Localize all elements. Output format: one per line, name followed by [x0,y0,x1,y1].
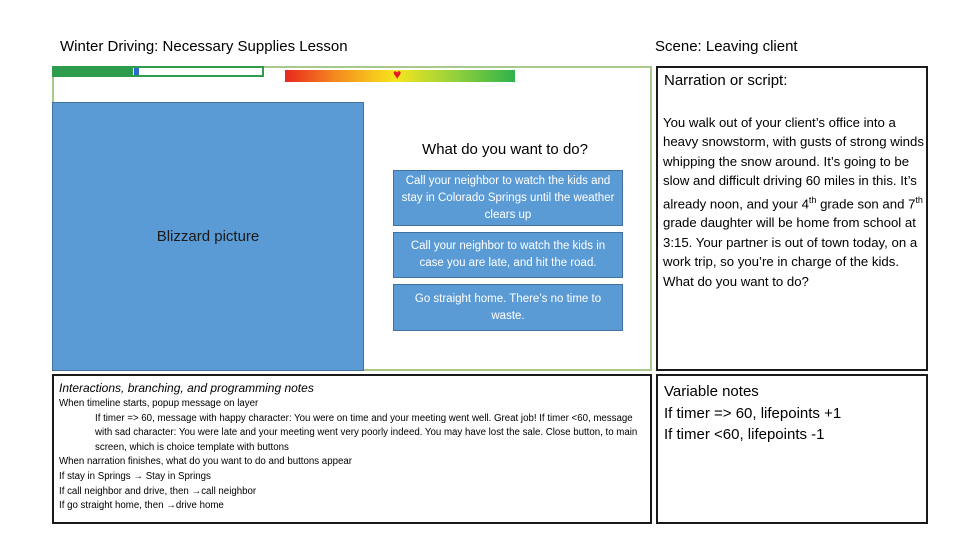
variable-note-line: If timer => 60, lifepoints +1 [664,404,842,422]
blizzard-picture [52,102,364,371]
choice-label: Go straight home. There’s no time to waste. [414,292,602,322]
timer-bar [52,66,264,77]
ordinal-suffix: th [808,194,817,205]
choice-label: Call your neighbor to watch the kids in case you are late, and hit the road. [410,240,606,269]
notes-text: call neighbor [201,485,257,497]
notes-text: If go straight home, then [59,500,164,512]
choice-button-neighbor-drive[interactable] [393,232,623,278]
timer-bar-fill [54,68,133,75]
lesson-title: Winter Driving: Necessary Supplies Lesson [60,38,348,55]
choice-button-stay[interactable] [393,170,623,226]
variable-note-line: If timer <60, lifepoints -1 [664,426,825,443]
notes-text: drive home [175,500,224,512]
narration-text-part: You walk out of your client’s office into a heavy snowstorm, with gusts of strong winds whipping the snow around. It’s going to be slow and difficult driving 60 miles in this. It’s already noon, and your 4 [663,115,924,212]
arrow-right-icon: → [191,485,202,497]
ordinal-suffix: th [915,194,923,205]
variable-notes [664,381,841,446]
variable-notes-label: Variable notes [664,383,759,400]
notes-line [59,485,644,500]
narration-text-part: grade daughter will be home from school at 3:15. Your partner is out of town today, on a work trip, so you’re in charge of the kids. What do you want to do? [663,215,918,289]
blizzard-picture-label: Blizzard picture [156,228,260,245]
narration-text-part: grade son and 7 [816,196,916,212]
notes-text: Stay in Springs [145,470,211,482]
programming-notes-title: Interactions, branching, and programming notes [59,381,314,395]
notes-text: If call neighbor and drive, then [59,485,189,497]
question-text: What do you want to do? [422,141,588,158]
notes-line: If timer => 60, message with happy character: You were on time and your meeting went well. Great job! If timer <60, message with sad character: You were late and your meeting went very poorly indeed. You may have lost the sale. Close button, to main screen, which is choice template with buttons [95,412,638,453]
arrow-right-icon: → [133,470,144,482]
notes-line: When timeline starts, popup message on layer [59,398,259,409]
narration-label: Narration or script: [664,72,788,89]
scene-title: Scene: Leaving client [655,38,798,55]
choice-label: Call your neighbor to watch the kids and stay in Colorado Springs until the weather clears up [401,174,615,221]
heart-icon: ♥ [393,66,402,82]
timer-bar-marker [133,68,139,75]
arrow-right-icon: → [166,500,176,512]
narration-text [663,113,925,291]
notes-text: If stay in Springs [59,470,131,482]
programming-notes-body [59,397,644,514]
notes-line [59,499,644,514]
notes-line [59,470,644,485]
choice-button-go-home[interactable] [393,284,623,331]
notes-line: When narration finishes, what do you want to do and buttons appear [59,456,352,468]
